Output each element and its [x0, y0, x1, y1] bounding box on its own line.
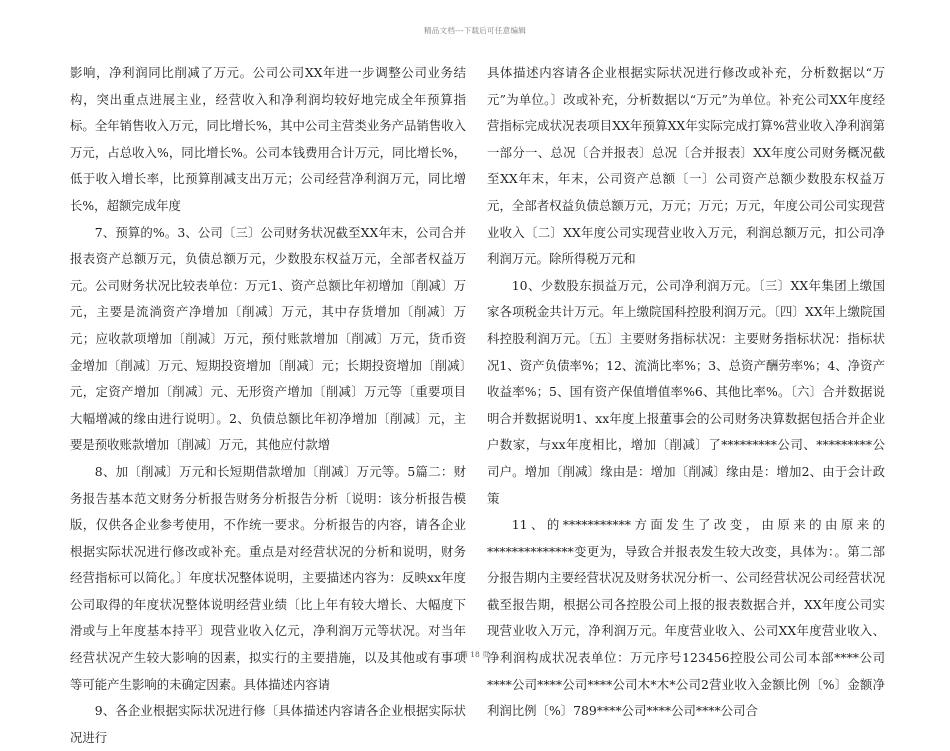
- page-header-note: 精品文档---下载后可任意编辑: [423, 26, 527, 35]
- paragraph: 9、各企业根据实际状况进行修〔具体描述内容请各企业根据实际状况进行: [70, 703, 466, 745]
- paragraph: 7、预算的%。3、公司〔三〕公司财务状况截至XX年末，公司合并报表资产总额万元，负债总额万元，少数股东权益万元，全部者权益万元。公司财务状况比较表单位：万元1、资产总额比年初增加〔削减〕万元，主要是流淌资产净增加〔削减〕万元，其中存货增加〔削减〕万元；应收款项增加〔削减〕万元，预付账款增加〔削减〕万元，货币资金增加〔削减〕万元、短期投资增加〔削减〕元；长期投资增加〔削减〕元，定资产增加〔削减〕元、无形资产增加〔削减〕万元等〔重要项目大幅增减的缘由进行说明〕。2、负债总额比年初净增加〔削减〕元，主要是预收账款增加〔削减〕万元，其他应付款增: [70, 224, 466, 453]
- paragraph: 8、加〔削减〕万元和长短期借款增加〔削减〕万元等。5篇二：财务报告基本范文财务分析报告财务分析报告分析〔说明：该分析报告模版，仅供各企业参考使用，不作统一要求。分析报告的内容，请各企业根据实际状况进行修改或补充。重点是对经营状况的分析和说明，财务经营指标可以简化。〕年度状况整体说明，主要描述内容为：反映xx年度公司取得的年度状况整体说明经营业绩〔比上年有较大增长、大幅度下滑或与上年度基本持平〕现营业收入亿元，净利润万元等状况。对当年经营状况产生较大影响的因素，拟实行的主要措施，以及其他或有事项等可能产生影响的未确定因素。具体描述内容请: [70, 463, 466, 692]
- page-number: 第 18 页: [460, 650, 490, 659]
- paragraph: 11、的***********方面发生了改变，由原来的由原来的**************变更为，导致合并报表发生较大改变，具体为：。第二部分报告期内主要经营状况及财务状况分析一、公司经营状况公司经营状况截至报告期，根据公司各控股公司上报的报表数据合并，XX年度公司实现营业收入万元，净利润万元。年度营业收入、公司XX年度营业收入、净利润构成状况表单位：万元序号123456控股公司公司本部****公司****公司****公司****公司木*木*公司2营业收入金额比例〔%〕金额净利润比例〔%〕789****公司****公司****公司合: [487, 517, 885, 719]
- right-text-column: [487, 60, 885, 725]
- left-text-column: [70, 60, 466, 751]
- paragraph: 影响，净利润同比削减了万元。公司公司XX年进一步调整公司业务结构，突出重点进展主业，经营收入和净利润均较好地完成全年预算指标。全年销售收入万元，同比增长%，其中公司主营类业务产品销售收入万元，占总收入%，同比增长%。公司本钱费用合计万元，同比增长%，低于收入增长率，比预算削减支出万元；公司经营净利润万元，同比增长%，超额完成年度: [70, 65, 466, 213]
- paragraph: 10、少数股东损益万元，公司净利润万元。〔三〕XX年集团上缴国家各项税金共计万元。年上缴院国科控股利润万元。〔四〕XX年上缴院国科控股利润万元。〔五〕主要财务指标状况：主要财务指标状况：指标状况1、资产负债率%；12、流淌比率%；3、总资产酬劳率%；4、净资产收益率%；5、国有资产保值增值率%6、其他比率%。〔六〕合并数据说明合并数据说明1、xx年度上报董事会的公司财务决算数据包括合并企业户数家，与xx年度相比，增加〔削减〕了*********公司、*********公司户。增加〔削减〕缘由是：增加〔削减〕缘由是：增加2、由于会计政策: [487, 277, 885, 506]
- paragraph: 具体描述内容请各企业根据实际状况进行修改或补充，分析数据以“万元”为单位。〕改或补充，分析数据以“万元”为单位。补充公司XX年度经营指标完成状况表项目XX年预算XX年实际完成打算%营业收入净利润第一部分一、总况〔合并报表〕总况〔合并报表〕XX年度公司财务概况截至XX年末，年末，公司资产总额〔一〕公司资产总额少数股东权益万元，全部者权益负债总额万元，万元；万元；万元，年度公司公司实现营业收入〔二〕XX年度公司实现营业收入万元，利润总额万元，扣公司净利润万元。除所得税万元和: [487, 65, 885, 267]
